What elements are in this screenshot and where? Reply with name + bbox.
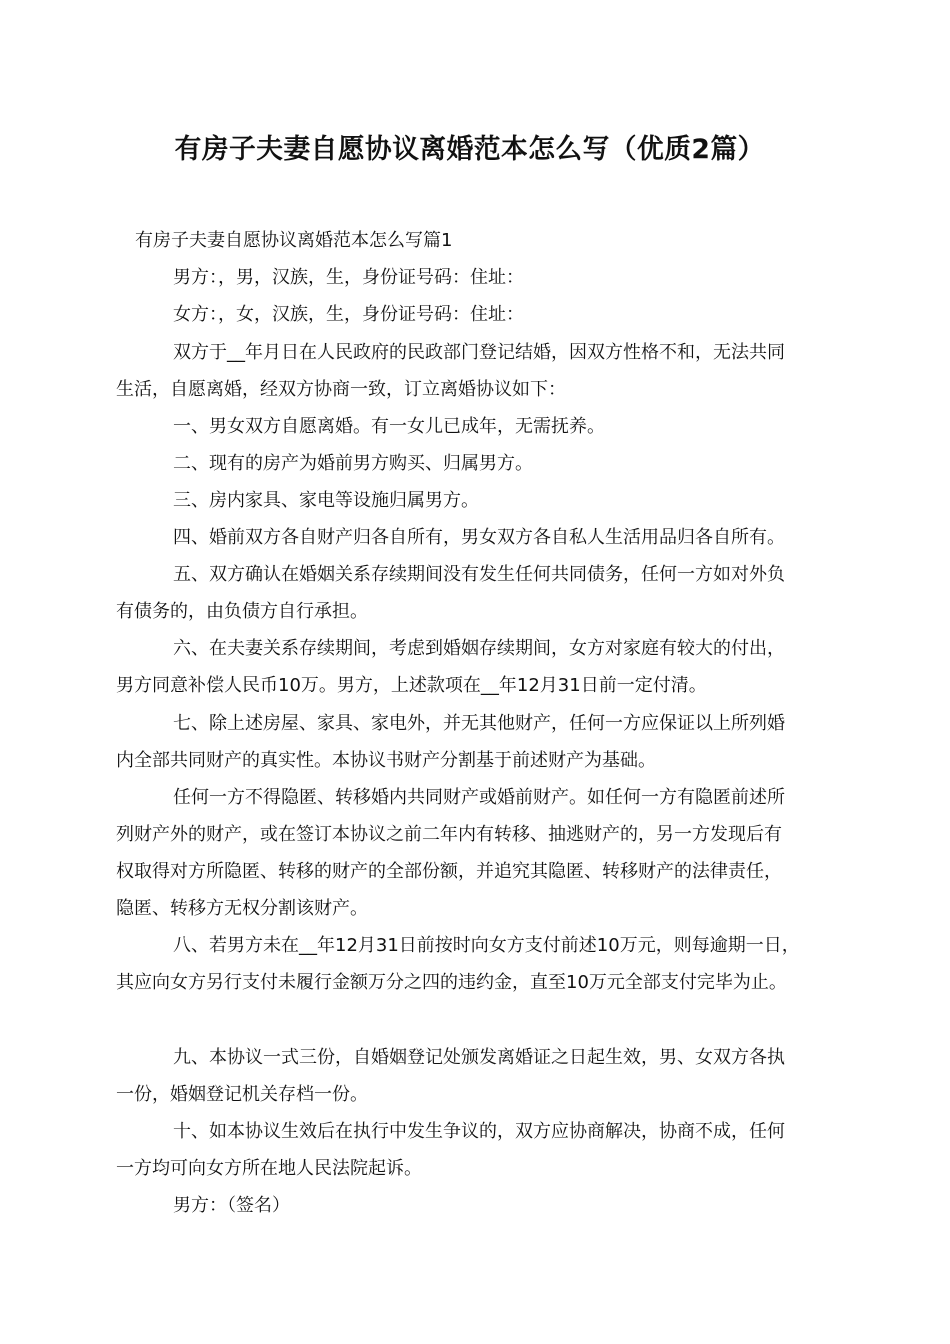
paragraph-line: 一方均可向女方所在地人民法院起诉。 [116,1158,422,1179]
paragraph-line: 列财产外的财产，或在签订本协议之前二年内有转移、抽逃财产的，另一方发现后有 [116,824,782,845]
paragraph-line: 五、双方确认在婚姻关系存续期间没有发生任何共同债务，任何一方如对外负 [173,564,785,585]
paragraph-line: 二、现有的房产为婚前男方购买、归属男方。 [173,453,533,474]
paragraph-line: 权取得对方所隐匿、转移的财产的全部份额，并追究其隐匿、转移财产的法律责任， [116,861,782,882]
paragraph-line: 七、除上述房屋、家具、家电外，并无其他财产，任何一方应保证以上所列婚 [173,713,785,734]
paragraph-line: 其应向女方另行支付未履行金额万分之四的违约金，直至10万元全部支付完毕为止。 [116,972,787,993]
paragraph-line: 双方于__年月日在人民政府的民政部门登记结婚，因双方性格不和，无法共同 [173,342,785,363]
paragraph-line: 六、在夫妻关系存续期间，考虑到婚姻存续期间，女方对家庭有较大的付出， [173,638,785,659]
signature-line: 男方：（签名） [173,1195,290,1216]
paragraph-line: 内全部共同财产的真实性。本协议书财产分割基于前述财产为基础。 [116,750,656,771]
paragraph-line: 十、如本协议生效后在执行中发生争议的，双方应协商解决，协商不成，任何 [173,1121,785,1142]
document-title: 有房子夫妻自愿协议离婚范本怎么写（优质2篇） [174,134,765,165]
paragraph-line: 三、房内家具、家电等设施归属男方。 [173,490,479,511]
paragraph-line: 男方同意补偿人民币10万。男方，上述款项在__年12月31日前一定付清。 [116,675,707,696]
paragraph-line: 女方：，女，汉族，生，身份证号码：住址： [173,304,524,325]
paragraph-line: 有债务的，由负债方自行承担。 [116,601,368,622]
paragraph-line: 隐匿、转移方无权分割该财产。 [116,898,368,919]
section-heading: 有房子夫妻自愿协议离婚范本怎么写篇1 [135,230,453,251]
paragraph-line: 任何一方不得隐匿、转移婚内共同财产或婚前财产。如任何一方有隐匿前述所 [173,787,785,808]
paragraph-line: 一、男女双方自愿离婚。有一女儿已成年，无需抚养。 [173,416,605,437]
paragraph-line: 九、本协议一式三份，自婚姻登记处颁发离婚证之日起生效，男、女双方各执 [173,1047,785,1068]
paragraph-line: 四、婚前双方各自财产归各自所有，男女双方各自私人生活用品归各自所有。 [173,527,785,548]
paragraph-line: 八、若男方未在__年12月31日前按时向女方支付前述10万元，则每逾期一日， [173,935,800,956]
paragraph-line: 一份，婚姻登记机关存档一份。 [116,1084,368,1105]
paragraph-line: 男方：，男，汉族，生，身份证号码：住址： [173,267,524,288]
paragraph-line: 生活，自愿离婚，经双方协商一致，订立离婚协议如下： [116,379,566,400]
